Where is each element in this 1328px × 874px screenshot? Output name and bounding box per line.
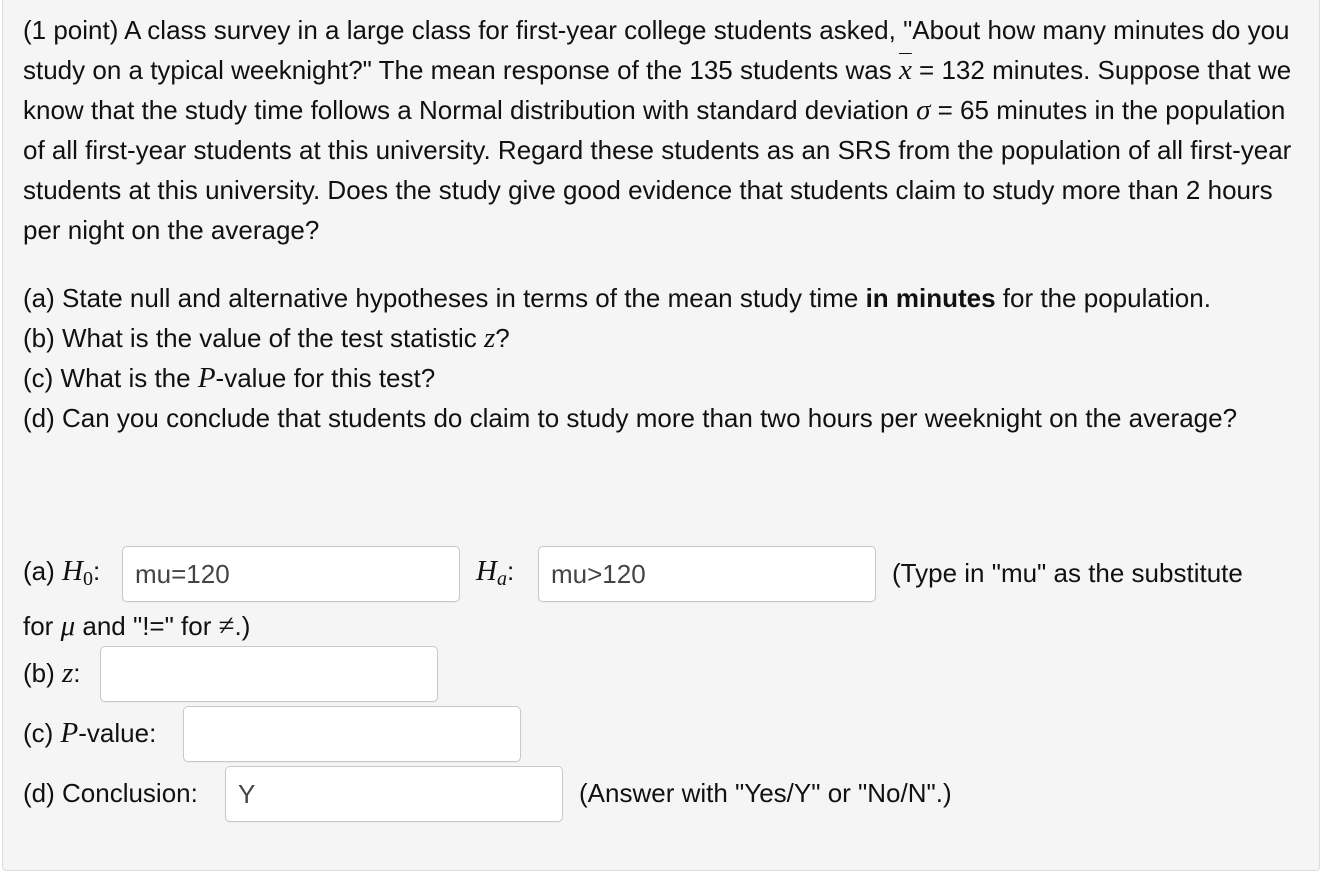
part-a-text-end: for the population. (995, 283, 1211, 313)
p-value-label-text: -value: (78, 718, 157, 748)
part-a-text: (a) State null and alternative hypotheses in terms of the mean study time (23, 283, 866, 313)
z-input[interactable] (100, 646, 438, 702)
conclusion-note: (Answer with "Yes/Y" or "No/N".) (579, 778, 952, 808)
problem-text-1: (1 point) A class survey in a large class for first-year college students asked, "About how many minutes do you study on a typical weeknight?" The mean response of the 135 students was (23, 15, 1290, 85)
part-a-bold: in minutes (865, 283, 996, 313)
part-b-symbol: z (483, 322, 496, 354)
note-text-for: for (23, 611, 61, 641)
ha-input[interactable] (538, 546, 876, 602)
hypothesis-note-line2 (23, 610, 250, 643)
ha-symbol: H (476, 555, 497, 587)
answer-c-label: (c) (23, 718, 61, 748)
p-symbol: P (60, 717, 79, 749)
h0-colon: : (92, 556, 101, 586)
sigma-symbol: σ (916, 94, 931, 126)
ha-label (476, 555, 514, 591)
z-symbol: z (62, 657, 74, 689)
conclusion-input[interactable] (225, 766, 563, 822)
part-b-text: (b) What is the value of the test statistic (23, 323, 484, 353)
conclusion-label: (d) Conclusion: (23, 778, 198, 808)
note-text-mid: and "!=" for (75, 611, 219, 641)
mu-symbol: μ (60, 610, 76, 642)
p-value-input[interactable] (183, 706, 521, 762)
ha-subscript: a (496, 568, 507, 590)
part-c-symbol: P (197, 362, 216, 394)
answer-b-label: (b) (23, 658, 62, 688)
part-c-text-end: -value for this test? (215, 363, 436, 393)
h0-label (23, 555, 100, 591)
problem-text-2: = 132 minutes. Suppose that we know that the study time follows a Normal distribution with standard deviation (23, 55, 1292, 125)
p-value-label (23, 717, 156, 750)
xbar-symbol: $\overline{x}$ (898, 54, 912, 86)
hypothesis-note-line1: (Type in "mu" as the substitute (892, 558, 1243, 588)
part-c-text: (c) What is the (23, 363, 198, 393)
h0-symbol: H (62, 555, 83, 587)
problem-text-3: = 65 minutes in the population of all first-year students at this university. Regard these students as an SRS from the population of all first-year students at this university. Does the study give good evidence that students claim to study more than 2 hours per night on the average? (23, 95, 1292, 245)
problem-panel (2, 0, 1320, 871)
note-text-end: .) (234, 611, 251, 641)
z-colon: : (73, 658, 81, 688)
problem-statement (23, 10, 1313, 250)
h0-input[interactable] (122, 546, 460, 602)
answer-a-label: (a) (23, 556, 62, 586)
part-d-text: (d) Can you conclude that students do claim to study more than two hours per weeknight on the average? (23, 403, 1238, 433)
part-b-text-end: ? (495, 323, 510, 353)
ha-colon: : (506, 556, 515, 586)
question-parts (23, 278, 1313, 438)
not-equal-symbol: ≠ (218, 610, 235, 642)
z-label (23, 657, 81, 690)
h0-subscript: 0 (82, 568, 93, 590)
